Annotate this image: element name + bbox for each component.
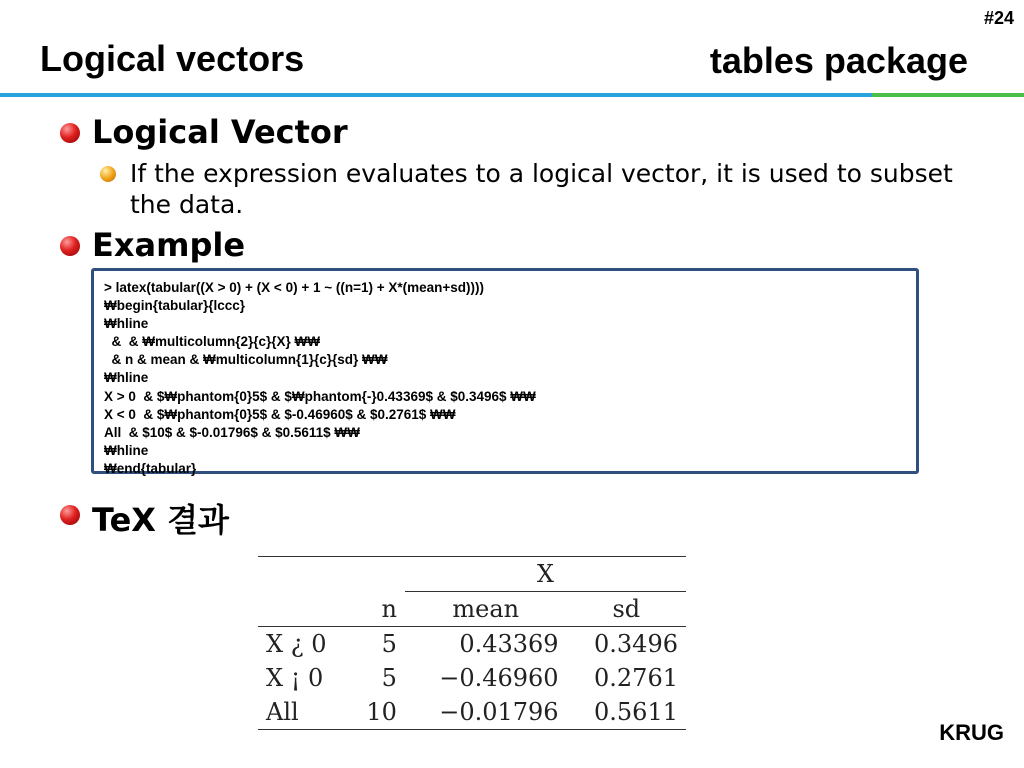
row-label-cell: All: [266, 698, 299, 726]
tex-result-table: [258, 556, 686, 730]
table-row: [258, 661, 686, 695]
code-line: & n & mean & ₩multicolumn{1}{c}{sd} ₩₩: [104, 352, 388, 368]
code-line: X < 0 & $₩phantom{0}5$ & $-0.46960$ & $0.2761$ ₩₩: [104, 406, 456, 422]
code-line: ₩hline: [104, 442, 149, 458]
code-block: [91, 268, 919, 474]
table-cell: 0.3496: [594, 630, 678, 658]
code-line: X > 0 & $₩phantom{0}5$ & $₩phantom{-}0.43369$ & $0.3496$ ₩₩: [104, 388, 536, 404]
code-line: & & ₩multicolumn{2}{c}{X} ₩₩: [104, 334, 321, 350]
slide-number: #24: [983, 8, 1014, 28]
sub-bullet-text: If the expression evaluates to a logical vector, it is used to subset the data.: [130, 159, 953, 219]
bullet-text: Example: [92, 226, 246, 264]
slide-subtitle: tables package: [709, 40, 968, 81]
header-cell: n: [381, 594, 397, 623]
bullet-tex-result: [60, 495, 229, 541]
table-cell: 10: [366, 698, 397, 726]
code-line: ₩end{tabular}: [104, 460, 197, 476]
code-line: ₩hline: [104, 370, 149, 386]
table-cell: −0.01796: [439, 698, 559, 726]
header-cell: mean: [452, 595, 520, 623]
table-cell: 5: [381, 664, 397, 692]
code-line: > latex(tabular((X > 0) + (X < 0) + 1 ~ ((n=1) + X*(mean+sd)))): [104, 280, 484, 295]
sub-bullet-description: [100, 158, 960, 220]
bullet-logical-vector: [60, 113, 348, 151]
bullet-text: Logical Vector: [92, 113, 348, 151]
table-cell: 5: [381, 630, 397, 658]
table-cell: −0.46960: [439, 664, 559, 692]
code-line: ₩hline: [104, 316, 149, 332]
red-bullet-icon: [60, 123, 80, 143]
table-row: [258, 627, 686, 662]
slide-title: Logical vectors: [40, 38, 305, 79]
table-cell: 0.43369: [459, 630, 559, 658]
table-header-row: [258, 592, 686, 627]
span-header-cell: X: [405, 557, 686, 592]
code-line: All & $10$ & $-0.01796$ & $0.5611$ ₩₩: [104, 424, 360, 440]
header-cell: [258, 592, 349, 627]
code-line: ₩begin{tabular}{lccc}: [104, 298, 246, 314]
orange-bullet-icon: [100, 166, 116, 182]
table-cell: 0.2761: [594, 664, 678, 692]
table-row: [258, 695, 686, 730]
row-label-cell: X ¡ 0: [266, 664, 324, 692]
red-bullet-icon: [60, 505, 80, 525]
table-cell: 0.5611: [594, 698, 678, 726]
red-bullet-icon: [60, 236, 80, 256]
bullet-text: TeX 결과: [92, 501, 229, 539]
title-divider: [0, 93, 1024, 97]
bullet-example: [60, 226, 245, 264]
footer-logo-text: KRUG: [939, 720, 1004, 745]
row-label-cell: X ¿ 0: [266, 630, 327, 658]
header-cell: sd: [612, 595, 641, 623]
table-header-span-row: [258, 557, 686, 592]
